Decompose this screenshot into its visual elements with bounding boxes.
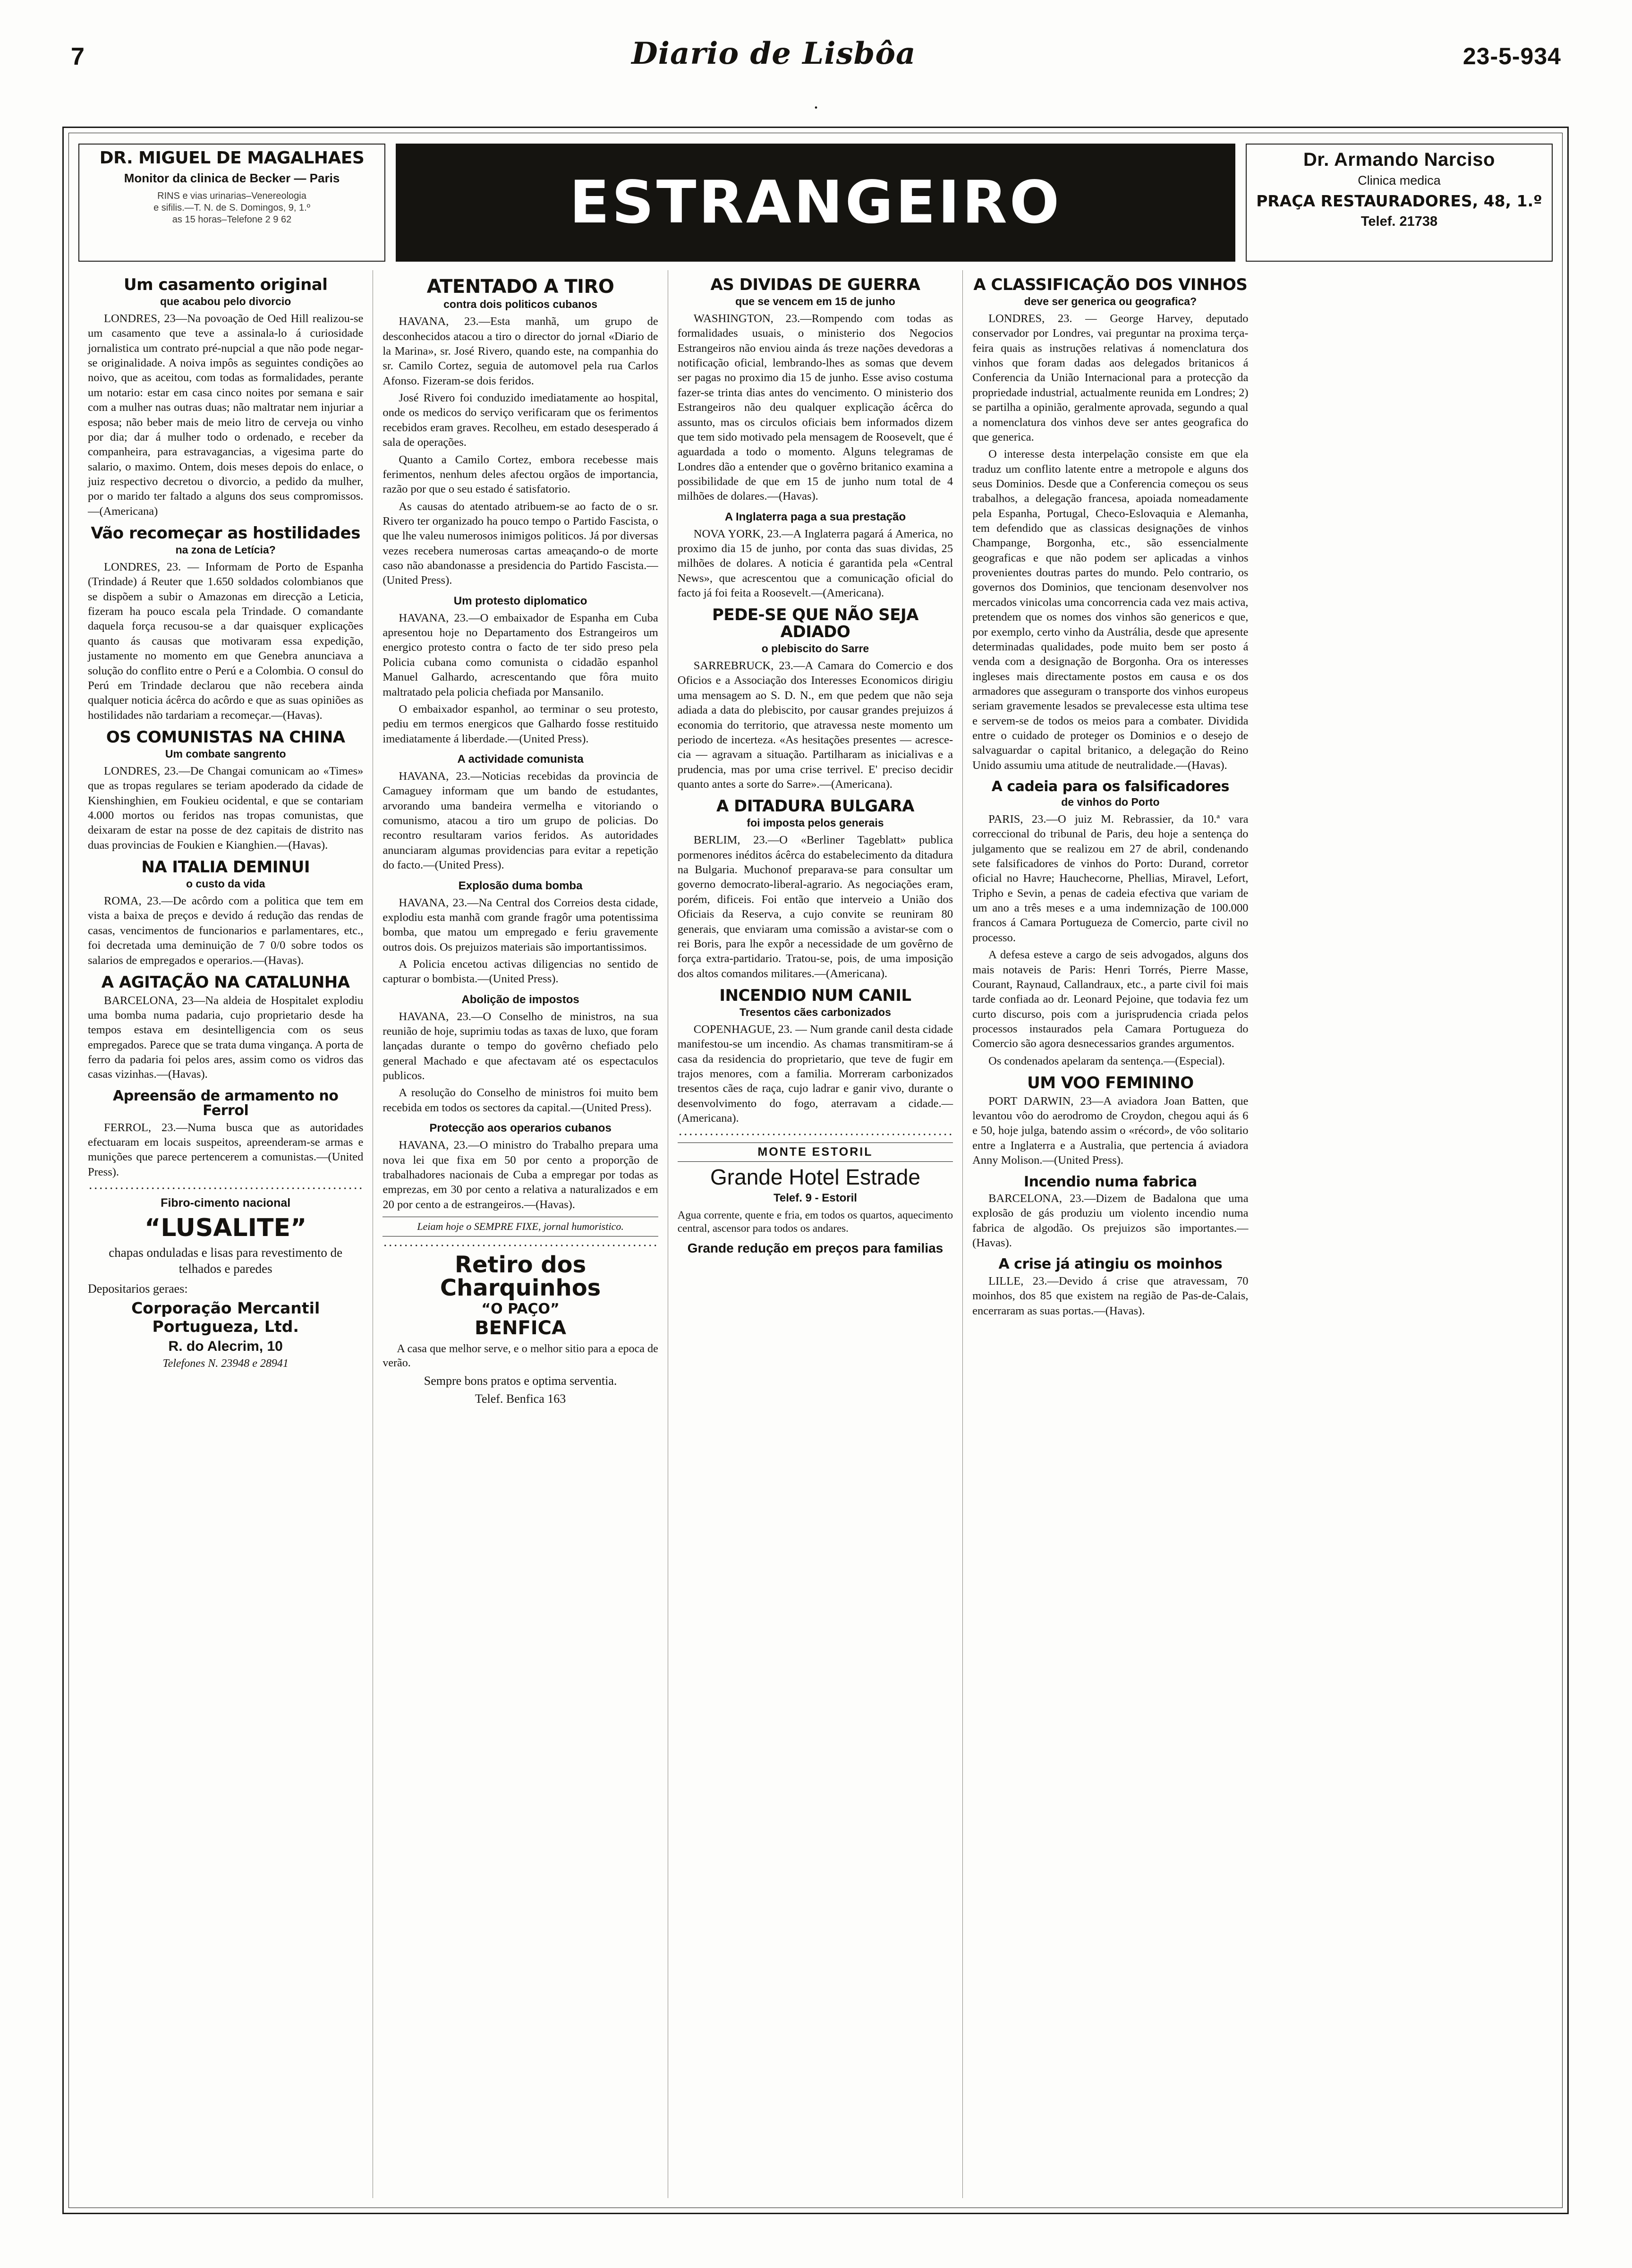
- article-paragraph: As causas do atentado atribuem-se ao facto de o sr. Rivero ter organizado ha pouco tempo o Partido Fascista, o que lhe valeu numerosos inimigos politicos. Já por diversas vezes recebera numerosas cartas ameaçando-o de morte caso não abandonasse a presidencia do Partido Fascista.—(United Press).: [382, 500, 658, 587]
- ad-doctor-narciso-subtitle: Clinica medica: [1358, 173, 1441, 188]
- article-headline: PEDE-SE QUE NÃO SEJA ADIADO: [712, 605, 918, 642]
- ad-doctor-magalhaes-line3: as 15 horas–Telefone 2 9 62: [172, 214, 292, 225]
- ad-retiro-title: Retiro dos Charquinhos: [440, 1251, 601, 1301]
- article-headline: A Inglaterra paga a sua prestação: [724, 510, 906, 523]
- banner-row: [78, 144, 1553, 262]
- masthead: [0, 0, 1632, 90]
- article-paragraph: HAVANA, 23.—Noticias recebidas da provincia de Camaguey informam que um bando de estudantes, arvorando uma bandeira vermelha e vitoriando o comunismo, atacou a tiro um grupo de policias. Do recontro resultaram varios feridos. As autoridades anunciaram algumas providencias para evitar a repetição do facto.—(United Press).: [382, 770, 658, 872]
- ad-doctor-magalhaes-line1: RINS e vias urinarias–Venereologia: [157, 190, 306, 201]
- issue-date: 23-5-934: [1462, 43, 1561, 69]
- ad-doctor-narciso: [1246, 144, 1553, 262]
- paper-title: Diario de Lisbôa: [631, 36, 916, 71]
- article-headline: A cadeia para os falsificadores: [991, 778, 1229, 795]
- section-title-text: ESTRANGEIRO: [569, 169, 1062, 237]
- page-footer-mark: ·: [813, 97, 819, 118]
- article-subhead: que se vencem em 15 de junho: [735, 295, 895, 307]
- article-paragraph: HAVANA, 23.—Na Central dos Correios desta cidade, explodiu esta manhã com grande fragôr uma potentissima bomba, que matou um empregado e feriu gravemente outros dois. Os prejuizos materiais são importantissimos.: [382, 896, 658, 954]
- divider-dots: [382, 1242, 658, 1249]
- article-subhead: Tresentos cães carbonizados: [740, 1006, 891, 1018]
- ad-retiro-charquinhos: [382, 1253, 658, 1406]
- article-paragraph: Os condenados apelaram da sentença.—(Especial).: [988, 1054, 1225, 1067]
- article-subhead: de vinhos do Porto: [1061, 795, 1160, 808]
- article-paragraph: BARCELONA, 23—Na aldeia de Hospitalet explodiu uma bomba numa padaria, cujo proprietario desde ha tempos estava em desintelligencia com os seus empregados. Parece que se trata duma vingança. A porta de ferro da padaria foi pelos ares, assim como os vidros das casas vizinhas.—(Havas).: [88, 994, 364, 1081]
- article-paragraph: ROMA, 23.—De acôrdo com a politica que tem em vista a baixa de preços e devido á redução das rendas de casas, vencimentos de funcionarios e parlamentares, etc., foi decretada uma deminuição de 7 0/0 sobre todos os salarios de empregados e operarios.—(Havas).: [88, 895, 364, 967]
- article-paragraph: PORT DARWIN, 23—A aviadora Joan Batten, que levantou vôo do aerodromo de Croydon, chegou aqui ás 6 e 50, hoje julga, batendo assim o «récord», de vôo solitario entre a Inglaterra e a Australia, que pertencia á aviadora Anny Molison.—(United Press).: [972, 1094, 1249, 1167]
- article-headline: Um casamento original: [124, 275, 328, 294]
- article-headline: Explosão duma bomba: [458, 879, 583, 892]
- column-3: [668, 270, 963, 2198]
- column-1: [78, 270, 373, 2198]
- article-paragraph: BERLIM, 23.—O «Berliner Tageblatt» publica pormenores inéditos ácêrca do estabelecimento da ditadura na Bulgaria. Muchonof preparava-se para consultar um governo democrato-liberal-agrario. As negociações eram, porém, dificeis. Foi então que interveio a União dos Oficiais da Reserva, a cujo convite se reuniram 80 generais, que enviaram uma comissão a avistar-se com o rei Boris, para lhe expôr a necessidade de um govêrno de força extra-partidario. Tratou-se, pois, de uma imposição dos altos comandos militares.—(Americana).: [677, 834, 953, 980]
- article-headline: Vão recomeçar as hostilidades: [91, 524, 360, 543]
- ad-lusalite: [88, 1196, 363, 1370]
- ad-estoril-location: MONTE ESTORIL: [678, 1143, 953, 1162]
- section-title-banner: [396, 144, 1235, 262]
- article-headline: A crise já atingiu os moinhos: [998, 1256, 1223, 1273]
- article-headline: A actividade comunista: [457, 753, 584, 766]
- ad-doctor-magalhaes-line2: e sifilis.—T. N. de S. Domingos, 9, 1.º: [153, 202, 310, 213]
- promo-note: Leiam hoje o SEMPRE FIXE, jornal humoristico.: [382, 1217, 658, 1236]
- article-headline: AS DIVIDAS DE GUERRA: [710, 275, 920, 294]
- article-headline: INCENDIO NUM CANIL: [719, 986, 911, 1005]
- article-paragraph: LONDRES, 23. — George Harvey, deputado conservador por Londres, vai preguntar na proxima terça-feira quais as instruções relativas á nomenclatura dos vinhos que foram dadas aos delegados britanicos á Conferencia da União Internacional para a protecção da propriedade industrial, actualmente reunida em Londres; 2) se partilha a opinião, geralmente aprovada, segundo a qual a nomenclatura dos vinhos deve ser antes geografica do que generica.: [972, 312, 1249, 443]
- article-paragraph: SARREBRUCK, 23.—A Camara do Comercio e dos Oficios e a Associação dos Interesses Economicos dirigiu uma mensagem ao S. D. N., em que pedem que não seja adiada a data do plebiscito, por causar grandes prejuizos á economia do territorio, que atravessa neste momento um periodo de incerteza. «As hesitações presentes — acresce-cia — agravam a situação. Partilharam as inicialivas e a prudencia, mas por uma crise terrivel. E' preciso decidir quanto antes a sorte do Sarre».—(Americana).: [677, 659, 953, 791]
- divider-dots: [678, 1131, 953, 1138]
- article-paragraph: Quanto a Camilo Cortez, embora recebesse mais ferimentos, nenhum deles afectou orgãos de importancia, razão por que o seu estado é satisfatorio.: [382, 453, 658, 496]
- page-frame: [62, 127, 1569, 2214]
- article-headline: Um protesto diplomatico: [453, 594, 587, 607]
- article-headline: ATENTADO A TIRO: [426, 276, 614, 298]
- article-paragraph: HAVANA, 23.—O Conselho de ministros, na sua reunião de hoje, suprimiu todas as taxas de luxo, que foram lançadas durante o tempo do govêrno chefiado pelo general Machado e que afectavam até os espectaculos publicos.: [382, 1010, 658, 1083]
- article-subhead: na zona de Letícia?: [175, 543, 276, 556]
- article-headline: NA ITALIA DEMINUI: [141, 858, 310, 877]
- article-paragraph: COPENHAGUE, 23. — Num grande canil desta cidade manifestou-se um incendio. As chamas transmitiram-se á casa da residencia do proprietario, que teve de fugir em trajos menores, com a familia. Morreram carbonizados tresentos cães de raça, cujo ladrar e ganir vivo, durante o desenvolvimento do fogo, aterravam a cidade.—(Americana).: [677, 1023, 953, 1125]
- ad-estoril-phone: Telef. 9 - Estoril: [774, 1191, 857, 1204]
- column-2: [373, 270, 668, 2198]
- divider-dots: [88, 1185, 363, 1192]
- article-paragraph: HAVANA, 23.—Esta manhã, um grupo de desconhecidos atacou a tiro o director do jornal «Diario de la Marina», sr. José Rivero, quando este, na companhia do sr. Camilo Cortez, seguia de automovel pela rua Carlos Afonso. Fizeram-se dois feridos.: [382, 315, 658, 387]
- article-paragraph: A resolução do Conselho de ministros foi muito bem recebida em todos os sectores da capital.—(United Press).: [382, 1086, 658, 1114]
- article-paragraph: NOVA YORK, 23.—A Inglaterra pagará á America, no proximo dia 15 de junho, por conta das suas dividas, 25 milhões de dolares. A noticia é garantida pela «Central News», que acrescentou que a comunicação oficial do facto já foi feita a Roosevelt.—(Americana).: [677, 527, 953, 600]
- article-subhead: que acabou pelo divorcio: [160, 295, 291, 307]
- article-paragraph: WASHINGTON, 23.—Rompendo com todas as formalidades usuais, o ministerio dos Negocios Estrangeiros não enviou ainda ás treze nações devedoras a notificação oficial, lembrando-lhes as somas que devem ser pagas no proximo dia 15 de junho. Esse aviso costuma fazer-se trinta dias antes do vencimento. O ministerio dos Estrangeiros não deu qualquer explicação ácêrca do assunto, mas os circulos oficiais bem informados dizem que tem sido motivado pela mensagem de Roosevelt, que é aguardada a todo o momento. Alguns telegramas de Londres dão a entender que o govêrno britanico examina a possibilidade de que em 15 de junho num total de 4 milhões de dolares.—(Havas).: [677, 312, 953, 503]
- article-subhead: deve ser generica ou geografica?: [1024, 295, 1197, 307]
- ad-retiro-text: A casa que melhor serve, e o melhor sitio para a epoca de verão.: [382, 1342, 658, 1369]
- article-headline: Protecção aos operarios cubanos: [429, 1122, 612, 1135]
- article-subhead: o custo da vida: [186, 877, 265, 890]
- ad-grande-hotel-estrade: [678, 1143, 953, 1256]
- article-headline: OS COMUNISTAS NA CHINA: [106, 727, 345, 747]
- ad-doctor-narciso-phone: Telef. 21738: [1360, 214, 1438, 229]
- ad-doctor-narciso-name: Dr. Armando Narciso: [1303, 149, 1495, 170]
- article-paragraph: O embaixador espanhol, ao terminar o seu protesto, pediu em termos energicos que Galhardo fosse restituido imediatamente á liberdade.—(United Press).: [382, 702, 658, 745]
- article-paragraph: LONDRES, 23. — Informam de Porto de Espanha (Trindade) á Reuter que 1.650 soldados colombianos que se dispõem a subir o Amazonas em direcção a Leticia, fizeram ha pouco escala pela Trindade. O comandante daquela força recusou-se a dar quaisquer explicações quanto ás causas que motivaram essa expedição, justamente no momento em que Genebra anunciava a solução do conflito entre o Perú e a Colombia. O consul do Perú em Trindade declarou que não recebera ainda qualquer noticia ácêrca do acôrdo e que as suas opiniões as hostilidades não tardariam a recomeçar.—(Havas).: [88, 561, 364, 722]
- ad-estoril-description: Agua corrente, quente e fria, em todos os quartos, aquecimento central, ascensor para todos os andares.: [677, 1209, 953, 1235]
- ad-retiro-phone: Telef. Benfica 163: [475, 1391, 566, 1406]
- column-4: [963, 270, 1258, 2198]
- article-paragraph: A Policia encetou activas diligencias no sentido de capturar o bombista.—(United Press).: [382, 957, 658, 986]
- article-headline: Incendio numa fabrica: [1023, 1173, 1197, 1190]
- ad-lusalite-dealers-label: Depositarios geraes:: [88, 1281, 188, 1296]
- article-paragraph: LONDRES, 23—Na povoação de Oed Hill realizou-se um casamento que teve a assinala-lo á curiosidade jornalistica um contrato pré-nupcial a que não pode negar-se originalidade. A noiva impôs as seguintes condições ao noivo, que as aceitou, com todas as formalidades, perante um notario: estar em casa cinco noites por semana e sair com a mulher nas outras duas; não maltratar nem injuriar a esposa; não beber mais de meio litro de cerveja ou vinho por dia; dar á mulher todo o ordenado, e receber da companheira, para estravagancias, a vigesima parte do salario, o maximo. Ontem, dois meses depois do enlace, o juiz respectivo decretou o divorcio, a pedido da mulher, por o marido ter faltado a alguns dos seus compromissos.—(Americana): [88, 312, 364, 518]
- article-columns: [78, 270, 1553, 2198]
- ad-doctor-magalhaes-name: DR. MIGUEL DE MAGALHAES: [99, 148, 365, 168]
- ad-lusalite-address: R. do Alecrim, 10: [168, 1338, 283, 1354]
- ad-lusalite-phones: Telefones N. 23948 e 28941: [162, 1357, 289, 1370]
- ad-retiro-location: BENFICA: [475, 1317, 566, 1339]
- ad-doctor-magalhaes-subtitle: Monitor da clinica de Becker — Paris: [124, 171, 340, 185]
- article-subhead: contra dois politicos cubanos: [443, 298, 598, 310]
- article-paragraph: José Rivero foi conduzido imediatamente ao hospital, onde os medicos do serviço verificaram que os ferimentos recebidos eram graves. Recolheu, em estado desesperado á sala de operações.: [382, 392, 658, 449]
- article-paragraph: FERROL, 23.—Numa busca que as autoridades efectuaram em locais suspeitos, apreenderam-se armas e munições que parece pertencerem a comunistas.—(United Press).: [88, 1121, 364, 1178]
- article-paragraph: A defesa esteve a cargo de seis advogados, alguns dos mais notaveis de Paris: Henri Torrés, Pierre Masse, Courant, Raynaud, Callandraux, etc., a parte civil foi mais tarde confiada ao dr. Leonard Pejoine, que todavia fez um curto discurso, pois com a jurisprudencia criada pelos processos instaurados pela Camara Portugueza do Comercio são agora desnecessarios grandes argumentos.: [972, 948, 1249, 1050]
- ad-retiro-slogan: Sempre bons pratos e optima serventia.: [424, 1373, 617, 1388]
- article-subhead: foi imposta pelos generais: [747, 817, 884, 829]
- ad-doctor-magalhaes: [78, 144, 385, 262]
- article-headline: Abolição de impostos: [461, 993, 579, 1006]
- ad-doctor-narciso-address: PRAÇA RESTAURADORES, 48, 1.º: [1256, 192, 1542, 210]
- ad-estoril-offer: Grande redução em preços para familias: [687, 1241, 944, 1256]
- article-headline: A AGITAÇÃO NA CATALUNHA: [101, 972, 350, 992]
- ad-lusalite-kicker: Fibro-cimento nacional: [161, 1196, 291, 1210]
- article-subhead: Um combate sangrento: [165, 747, 286, 760]
- article-paragraph: O interesse desta interpelação consiste em que ela traduz um conflito latente entre a metropole e alguns dos seus Dominios. Desde que a Conferencia começou os seus trabalhos, a delegação francesa, apoiada nomeadamente pela Espanha, Portugal, Checo-Eslovaquia e Alemanha, tem defendido que as classicas designações de vinhos Champange, Borgonha, etc., são essencialmente geograficas e que não podem ser aplicadas a vinhos provenientes doutras partes do mundo. Pelo contrario, os governos dos Dominios, que tencionam desenvolver nos mercados vinicolas uma concorrencia cada vez mais activa, pretendem que os nomes dos vinhos são genericos e que, por exemplo, certo vinho da Austrália, desde que apresente determinadas qualidades, pode muito bem ser posto á venda com a designação de Borgonha. Ora os interesses ingleses mais directamente postos em causa e os dos armadores que asseguram o transporte dos vinhos europeus seriam gravemente lesados se prevalecesse esta ultima tese e servem-se de todos os meios para a combater. Dividida entre o cuidado de proteger os Dominios e o desejo de salvaguardar o capital britanico, a delegação do Reino Unido assumiu uma atitude de neutralidade.—(Havas).: [972, 448, 1249, 772]
- article-paragraph: LONDRES, 23.—De Changai comunicam ao «Times» que as tropas regulares se teriam apoderado da cidade de Kienshinghien, em Foukieu ocidental, e que se contariam 4.000 mortos ou feridos nas tropas comunistas, que deixaram de estar na posse de dez capitais de distrito nas duas provincias de Foukien e Kianghien.—(Havas).: [88, 764, 364, 852]
- ad-lusalite-brand: “LUSALITE”: [144, 1214, 307, 1243]
- article-headline: UM VOO FEMININO: [1027, 1074, 1194, 1093]
- ad-lusalite-description: chapas onduladas e lisas para revestimento de telhados e paredes: [109, 1245, 343, 1276]
- article-headline: Apreensão de armamento no Ferrol: [113, 1087, 339, 1119]
- page-number: 7: [71, 43, 85, 70]
- ad-estoril-name: Grande Hotel Estrade: [710, 1165, 920, 1190]
- article-paragraph: HAVANA, 23.—O ministro do Trabalho prepara uma nova lei que fixa em 50 por cento a proporção de trabalhadores nacionais de Cuba a empregar por todas as emprezas, em 30 por cento a relativa a naturalizados e em 20 por cento a de estrangeiros.—(Havas).: [382, 1139, 658, 1211]
- article-paragraph: BARCELONA, 23.—Dizem de Badalona que uma explosão de gás produziu um violento incendio numa fabrica de algodão. Os prejuizos são importantes.—(Havas).: [972, 1192, 1249, 1250]
- ad-retiro-nickname: “O PAÇO”: [481, 1300, 560, 1317]
- article-headline: A CLASSIFICAÇÃO DOS VINHOS: [973, 275, 1248, 294]
- article-paragraph: HAVANA, 23.—O embaixador de Espanha em Cuba apresentou hoje no Departamento dos Estrangeiros um energico protesto contra o facto de ter sido preso pela Policia cubana como comunista o cidadão espanhol Manuel Galhardo, acrescentando que fôra muito maltratado pela policia chefiada por Mansanilo.: [382, 611, 658, 699]
- ad-lusalite-company: Corporação Mercantil Portugueza, Ltd.: [131, 1298, 320, 1336]
- article-subhead: o plebiscito do Sarre: [761, 642, 869, 655]
- article-paragraph: LILLE, 23.—Devido á crise que atravessam, 70 moinhos, dos 85 que existem na região de Pas-de-Calais, encerraram as suas portas.—(Havas).: [972, 1274, 1249, 1317]
- article-headline: A DITADURA BULGARA: [716, 797, 914, 816]
- article-paragraph: PARIS, 23.—O juiz M. Rebrassier, da 10.ª vara correccional do tribunal de Paris, deu hoje a sentença do julgamento que se realizou em 27 de abril, condenando sete falsificadores de vinhos do Porto: Durand, corretor oficial no Havre; Hauchecorne, Phellias, Miravel, Lefort, Tripho e Sevin, a penas de cadeia efectiva que variam de um ano a três meses e a uma indemnização de 100.000 francos á Camara Portugueza de Comercio, parte civil no processo.: [972, 812, 1249, 944]
